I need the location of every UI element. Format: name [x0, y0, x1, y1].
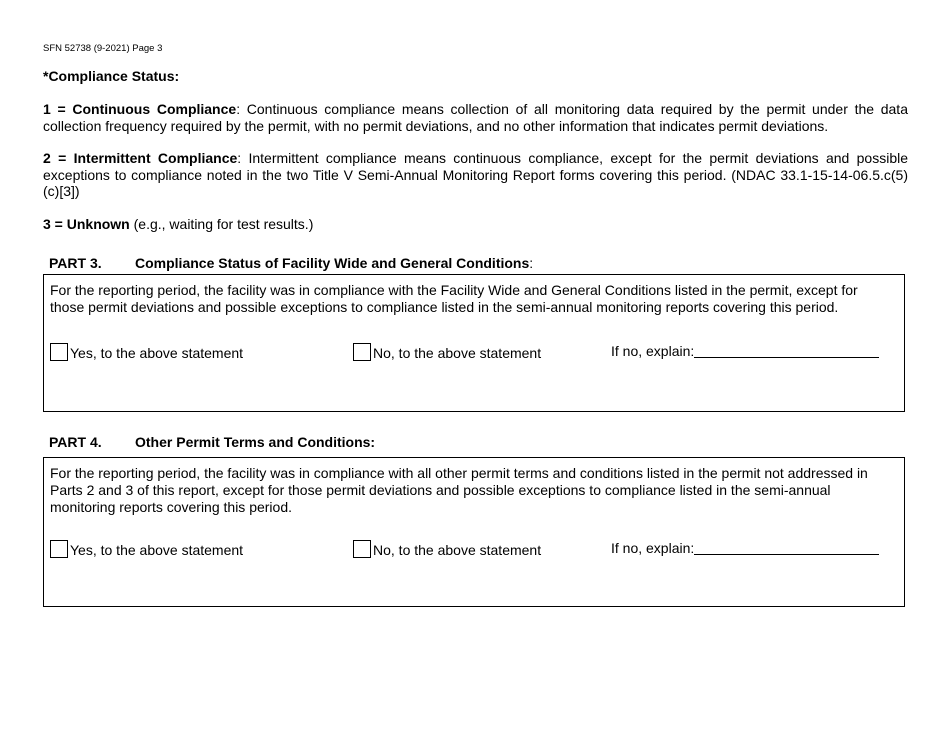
part4-title-text: Other Permit Terms and Conditions:: [135, 434, 376, 450]
part4-statement: For the reporting period, the facility was in compliance with all other permit terms and conditions listed in the permit not addressed in Parts 2 and 3 of this report, except for those permit deviations and possible exceptions to compliance listed in the semi-annual monitoring reports covering this period.: [50, 465, 868, 515]
part4-box: [43, 457, 905, 607]
part4-no-option: [353, 540, 541, 558]
part3-number: PART 3.: [49, 255, 102, 271]
part4-number: PART 4.: [49, 434, 102, 450]
part3-yes-checkbox[interactable]: [50, 343, 68, 361]
continuous-compliance-definition: [43, 101, 908, 134]
part3-no-label: No, to the above statement: [373, 345, 542, 361]
part3-no-option: [353, 343, 541, 361]
intermittent-compliance-definition: [43, 150, 908, 200]
part3-explain-label: If no, explain:: [611, 343, 695, 359]
part4-yes-label: Yes, to the above statement: [70, 542, 244, 558]
part3-title: [49, 255, 533, 271]
part4-explain-field[interactable]: [694, 540, 879, 555]
part3-yes-option: [50, 343, 243, 361]
continuous-compliance-text: : Continuous compliance means collection of all monitoring data required by the permit under the data collection frequency required by the permit, with no permit deviations, and no other information that indicates permit deviations.: [43, 101, 908, 134]
continuous-compliance-label: 1 = Continuous Compliance: [43, 101, 237, 117]
part4-explain-label: If no, explain:: [611, 540, 695, 556]
part3-yes-label: Yes, to the above statement: [70, 345, 244, 361]
part4-no-label: No, to the above statement: [373, 542, 542, 558]
part3-box: [43, 274, 905, 412]
form-id: SFN 52738 (9-2021) Page 3: [43, 43, 163, 54]
part3-no-checkbox[interactable]: [353, 343, 371, 361]
part4-title: [49, 434, 375, 450]
unknown-compliance-label: 3 = Unknown: [43, 216, 130, 232]
part4-yes-option: [50, 540, 243, 558]
unknown-compliance-definition: [43, 216, 908, 233]
part3-title-text: Compliance Status of Facility Wide and General Conditions: [135, 255, 530, 271]
part3-statement: For the reporting period, the facility was in compliance with the Facility Wide and General Conditions listed in the permit, except for those permit deviations and possible exceptions to compliance listed in the semi-annual monitoring reports covering this period.: [50, 282, 858, 315]
part3-title-suffix: :: [529, 255, 534, 271]
compliance-status-heading: *Compliance Status:: [43, 68, 180, 84]
part4-no-checkbox[interactable]: [353, 540, 371, 558]
part4-explain: [611, 540, 879, 556]
part4-yes-checkbox[interactable]: [50, 540, 68, 558]
part3-explain-field[interactable]: [694, 343, 879, 358]
unknown-compliance-text: (e.g., waiting for test results.): [129, 216, 314, 232]
part3-explain: [611, 343, 879, 359]
intermittent-compliance-label: 2 = Intermittent Compliance: [43, 150, 238, 166]
intermittent-compliance-text: : Intermittent compliance means continuous compliance, except for the permit deviations and possible exceptions to compliance noted in the two Title V Semi-Annual Monitoring Report forms covering this period. (NDAC 33.1-15-14-06.5.c(5)(c)[3]): [43, 150, 908, 199]
